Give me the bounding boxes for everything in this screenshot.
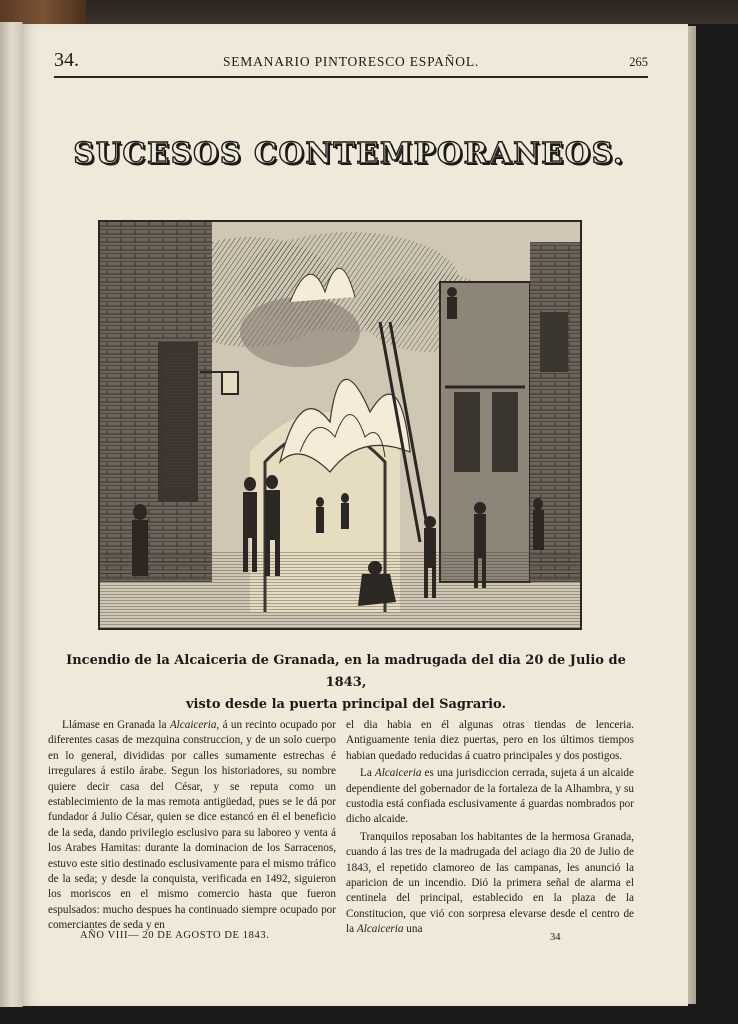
section-headline: SUCESOS CONTEMPORANEOS. bbox=[73, 136, 625, 170]
article-column-left bbox=[48, 718, 336, 934]
running-header bbox=[54, 46, 648, 78]
paragraph-1: Llámase en Granada la Alcaiceria, á un recinto ocupado por diferentes casas de mezquina construccion, y de un solo cuerpo en lo general, divididas por calles sumamente estrechas é irregulares á estilo árabe. Segun los historiadores, su nombre quiere decir casa del César, y se reputa como un establecimiento de la mas remota antigüedad, pues se le dá por fundador á Julio César, quien se dice estancó en él el beneficio de la seda, dando privilegio esclusivo para su laboreo y venta á los Arabes Hamitas: durante la dominacion de los Sarracenos, estuvo este sitio destinado esclusivamente para el mismo tráfico de la seda; y desde la conquista, verificada en 1492, siguieron los moriscos en el mismo comercio hasta que fueron espulsados: mucho despues ha continuado siempre ocupado por comerciantes de seda y en bbox=[48, 719, 336, 932]
caption-line-2: visto desde la puerta principal del Sagrario. bbox=[186, 697, 506, 712]
engraving-svg bbox=[100, 222, 580, 628]
fire-engraving-illustration bbox=[98, 220, 582, 630]
magazine-page bbox=[22, 24, 688, 1006]
paragraph-2: el dia habia en él algunas otras tiendas de lenceria. Antiguamente tenia diez puertas, pero en los últimos tiempos habian quedado reducidas á cuatro principales y dos postigos. bbox=[346, 719, 634, 762]
street bbox=[100, 552, 580, 628]
issue-number: 34. bbox=[54, 49, 79, 71]
publication-title: SEMANARIO PINTORESCO ESPAÑOL. bbox=[222, 54, 480, 69]
paragraph-3: La Alcaiceria es una jurisdiccion cerrada, sujeta á un alcaide dependiente del gobernador de la fortaleza de la Alhambra, y su custodia está confiada esclusivamente á guardas nombrados por dicho alcaide. bbox=[346, 767, 634, 826]
previous-page-edge bbox=[0, 22, 23, 1007]
issue-footer: AÑO VIII— 20 DE AGOSTO DE 1843. bbox=[80, 930, 270, 941]
caption-line-1: Incendio de la Alcaiceria de Granada, en la madrugada del dia 20 de Julio de 1843, bbox=[66, 653, 626, 690]
article-column-right bbox=[346, 718, 634, 938]
paragraph-4: Tranquilos reposaban los habitantes de la hermosa Granada, cuando á las tres de la madrugada del aciago dia 20 de Julio de 1843, el repetido clamoreo de las campanas, les anunció la aparicion de un incendio. Dió la primera señal de alarma el centinela del principal, establecido en la plaza de la Constitucion, que vió con sorpresa elevarse desde el centro de la Alcaiceria una bbox=[346, 830, 634, 936]
top-background bbox=[0, 0, 738, 24]
page-number: 265 bbox=[629, 55, 648, 69]
engraving-caption bbox=[44, 650, 648, 716]
signature-mark: 34 bbox=[550, 932, 561, 943]
book-spine bbox=[0, 0, 86, 24]
